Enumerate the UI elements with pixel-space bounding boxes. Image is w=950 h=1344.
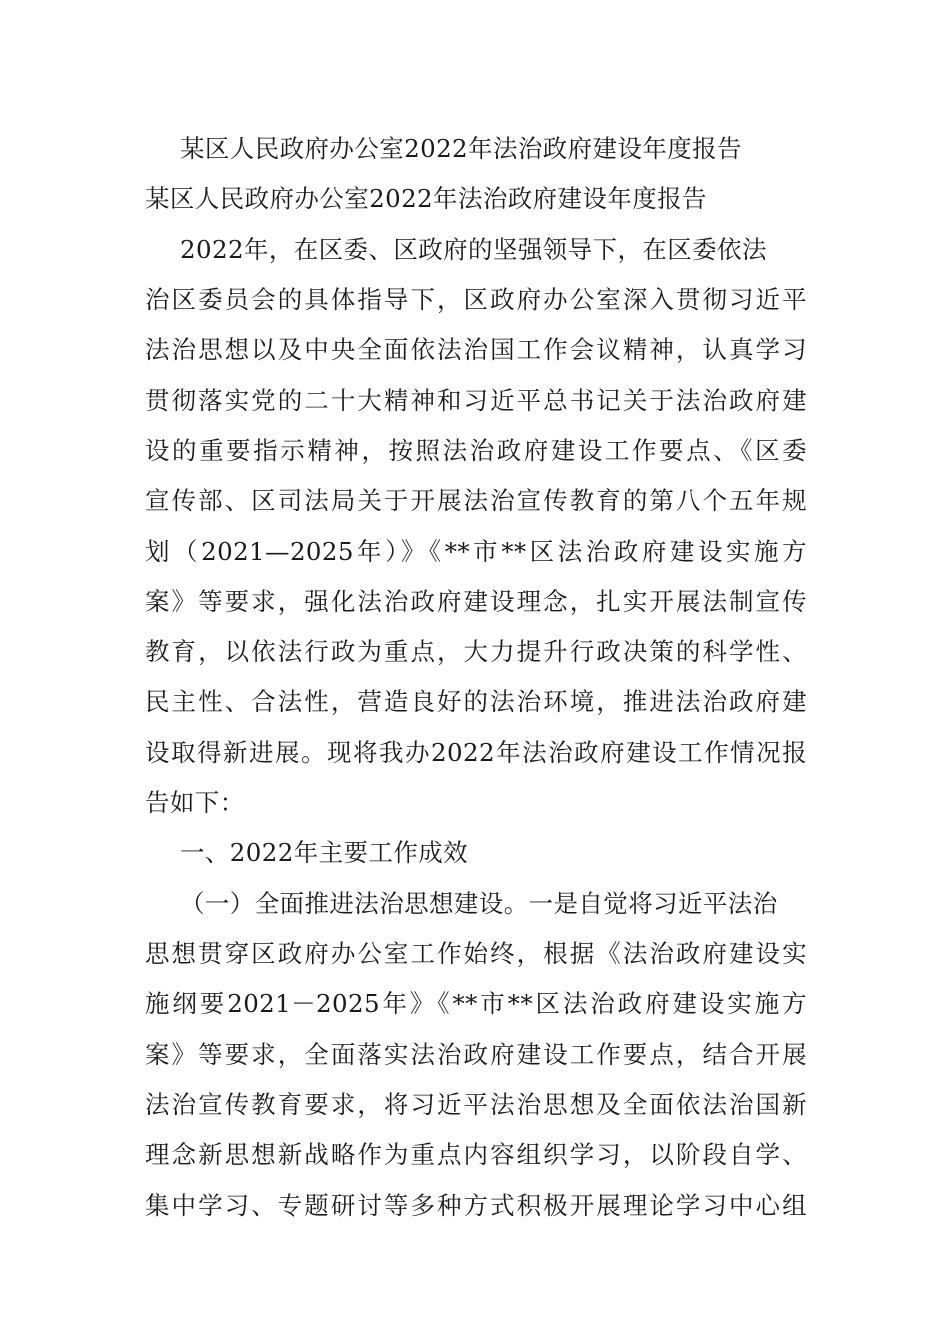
paragraph-line: 2022年，在区委、区政府的坚强领导下，在区委依法 <box>180 235 767 264</box>
paragraph-line: 法治宣传教育要求，将习近平法治思想及全面依法治国新 <box>145 1090 807 1119</box>
paragraph-line: 案》等要求，强化法治政府建设理念，扎实开展法制宣传 <box>145 587 807 616</box>
paragraph-line: 集中学习、专题研讨等多种方式积极开展理论学习中心组 <box>145 1191 807 1220</box>
paragraph-line: 贯彻落实党的二十大精神和习近平总书记关于法治政府建 <box>145 386 807 415</box>
paragraph-line: 宣传部、区司法局关于开展法治宣传教育的第八个五年规 <box>145 486 807 515</box>
paragraph-line: （一）全面推进法治思想建设。一是自觉将习近平法治 <box>180 889 778 918</box>
paragraph-line: 理念新思想新战略作为重点内容组织学习，以阶段自学、 <box>145 1140 807 1169</box>
paragraph-line: 法治思想以及中央全面依法治国工作会议精神，认真学习 <box>145 335 807 364</box>
paragraph-line: 教育，以依法行政为重点，大力提升行政决策的科学性、 <box>145 637 807 666</box>
paragraph-line: 民主性、合法性，营造良好的法治环境，推进法治政府建 <box>145 687 807 716</box>
paragraph-line: 施纲要2021－2025年》《**市**区法治政府建设实施方 <box>145 989 807 1018</box>
paragraph-line: 划（2021—2025年）》《**市**区法治政府建设实施方 <box>145 537 807 566</box>
paragraph-line: 设取得新进展。现将我办2022年法治政府建设工作情况报 <box>145 738 807 767</box>
document-subtitle: 某区人民政府办公室2022年法治政府建设年度报告 <box>145 184 707 213</box>
paragraph-line: 案》等要求，全面落实法治政府建设工作要点，结合开展 <box>145 1040 807 1069</box>
paragraph-line: 设的重要指示精神，按照法治政府建设工作要点、《区委 <box>145 436 807 465</box>
section-heading: 一、2022年主要工作成效 <box>180 838 469 867</box>
document-title: 某区人民政府办公室2022年法治政府建设年度报告 <box>180 134 742 163</box>
paragraph-line: 思想贯穿区政府办公室工作始终，根据《法治政府建设实 <box>145 939 807 968</box>
paragraph-line: 告如下： <box>145 788 245 817</box>
paragraph-line: 治区委员会的具体指导下，区政府办公室深入贯彻习近平 <box>145 285 807 314</box>
